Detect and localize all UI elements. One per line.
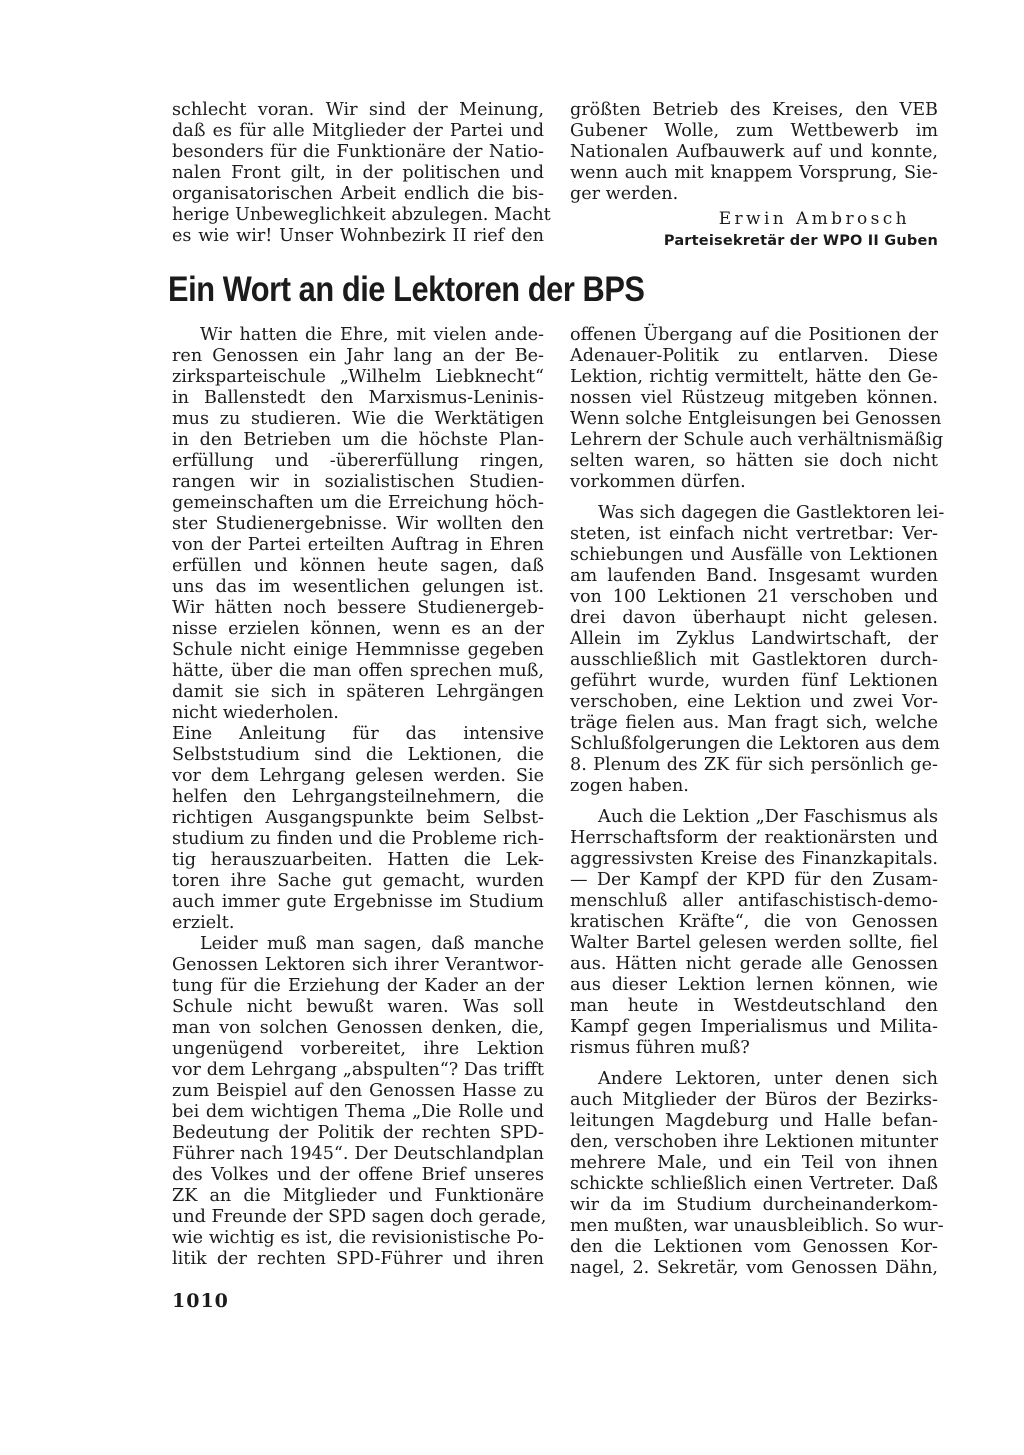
text-line: Leider muß man sagen, daß manche (200, 934, 544, 954)
text-line: richtigen Ausgangspunkte beim Selbst- (172, 808, 544, 828)
text-line: uns das im wesentlichen gelungen ist. (172, 577, 544, 597)
text-line: Wenn solche Entgleisungen bei Genossen (570, 409, 942, 429)
text-line: toren ihre Sache gut gemacht, wurden (172, 871, 544, 891)
text-line: ster Studienergebnisse. Wir wollten den (172, 514, 544, 534)
text-line: Wir hatten die Ehre, mit vielen ande- (200, 325, 544, 345)
text-line: geführt wurde, wurden fünf Lektionen (570, 671, 938, 691)
text-line: besonders für die Funktionäre der Natio- (172, 142, 544, 162)
text-line: Was sich dagegen die Gastlektoren lei- (598, 503, 945, 523)
text-line: Walter Bartel gelesen werden sollte, fiel (570, 933, 938, 953)
text-line: drei davon überhaupt nicht gelesen. (570, 608, 938, 628)
text-line: zum Beispiel auf den Genossen Hasse zu (172, 1081, 544, 1101)
text-line: Lehrern der Schule auch verhältnismäßig (570, 430, 944, 450)
text-line: ger werden. (570, 184, 679, 204)
text-line: Gubener Wolle, zum Wettbewerb im (570, 121, 938, 141)
text-line: kratischen Kräfte“, die von Genossen (570, 912, 938, 932)
text-line: träge fielen aus. Man fragt sich, welche (570, 713, 938, 733)
text-line: daß es für alle Mitglieder der Partei und (172, 121, 544, 141)
text-line: erfüllen und können heute sagen, daß (172, 556, 544, 576)
text-line: Andere Lektoren, unter denen sich (598, 1069, 938, 1089)
text-line: schiebungen und Ausfälle von Lektionen (570, 545, 938, 565)
text-line: tung für die Erziehung der Kader an der (172, 976, 544, 996)
text-line: nalen Front gilt, in der politischen und (172, 163, 544, 183)
top-right-column (570, 100, 938, 252)
text-line: aus dieser Lektion lernen können, wie (570, 975, 938, 995)
text-line: Auch die Lektion „Der Faschismus als (598, 807, 938, 827)
text-line: ungenügend vorbereitet, ihre Lektion (172, 1039, 544, 1059)
text-line: bei dem wichtigen Thema „Die Rolle und (172, 1102, 544, 1122)
text-line: schickte schließlich einen Vertreter. Daß (570, 1174, 938, 1194)
text-line: mehrere Male, und ein Teil von ihnen (570, 1153, 938, 1173)
text-line: in den Betrieben um die höchste Plan- (172, 430, 544, 450)
text-line: mus zu studieren. Wie die Werktätigen (172, 409, 544, 429)
paragraph (172, 100, 551, 247)
text-line: erfüllung und -übererfüllung ringen, (172, 451, 544, 471)
text-line: am laufenden Band. Insgesamt wurden (570, 566, 938, 586)
text-line: erzielt. (172, 913, 235, 933)
text-line: den, verschoben ihre Lektionen mitunter (570, 1132, 938, 1152)
text-line: Adenauer-Politik zu entlarven. Diese (570, 346, 938, 366)
text-line: ren Genossen ein Jahr lang an der Be- (172, 346, 544, 366)
text-line: rismus führen muß? (570, 1038, 750, 1058)
paragraph (570, 503, 945, 797)
text-line: vorkommen dürfen. (570, 472, 746, 492)
text-line: Wir hätten noch bessere Studienergeb- (172, 598, 544, 618)
text-line: von der Partei erteilten Auftrag in Ehren (172, 535, 544, 555)
text-line: menschluß aller antifaschistisch-demo- (570, 891, 938, 911)
text-line: ausschließlich mit Gastlektoren durch- (570, 650, 938, 670)
text-line: wir da im Studium durcheinanderkom- (570, 1195, 938, 1215)
signature-role: Parteisekretär der WPO II Guben (663, 233, 938, 249)
text-line: zirksparteischule „Wilhelm Liebknecht“ (172, 367, 544, 387)
text-line: Schlußfolgerungen die Lektoren aus dem (570, 734, 940, 754)
text-line: Schule nicht bewußt waren. Was soll (172, 997, 544, 1017)
text-line: Kampf gegen Imperialismus und Milita- (570, 1017, 938, 1037)
text-line: ZK an die Mitglieder und Funktionäre (172, 1186, 544, 1206)
text-line: hätte, über die man offen sprechen muß, (172, 661, 544, 681)
text-line: man von solchen Genossen denken, die, (172, 1018, 544, 1038)
article-headline: Ein Wort an die Lektoren der BPS (168, 270, 645, 309)
paragraph (172, 934, 547, 1270)
text-line: Schule nicht einige Hemmnisse gegeben (172, 640, 544, 660)
text-line: verschoben, eine Lektion und zwei Vor- (570, 692, 938, 712)
text-line: wie wichtig es ist, die revisionistische Po- (172, 1228, 544, 1248)
text-line: es wie wir! Unser Wohnbezirk II rief den (172, 226, 544, 246)
paragraph (570, 1069, 944, 1279)
text-line: selten waren, so hätten sie doch nicht (570, 451, 938, 471)
text-line: damit sie sich in späteren Lehrgängen (172, 682, 544, 702)
text-line: Nationalen Aufbauwerk auf und konnte, (570, 142, 938, 162)
text-line: gemeinschaften um die Erreichung höch- (172, 493, 544, 513)
text-line: rangen wir in sozialistischen Studien- (172, 472, 544, 492)
paragraph (172, 325, 544, 724)
text-line: Selbststudium sind die Lektionen, die (172, 745, 544, 765)
signature-name: Erwin Ambrosch (718, 209, 910, 229)
text-line: nossen viel Rüstzeug mitgeben können. (570, 388, 938, 408)
text-line: aus. Hätten nicht gerade alle Genossen (570, 954, 938, 974)
text-line: des Volkes und der offene Brief unseres (172, 1165, 544, 1185)
text-line: offenen Übergang auf die Positionen der (570, 325, 938, 345)
text-line: nagel, 2. Sekretär, vom Genossen Dähn, (570, 1258, 938, 1278)
text-line: herige Unbeweglichkeit abzulegen. Macht (172, 205, 551, 225)
text-line: nicht wiederholen. (172, 703, 339, 723)
text-line: litik der rechten SPD-Führer und ihren (172, 1249, 544, 1269)
main-left-column (172, 325, 547, 1270)
text-line: Lektion, richtig vermittelt, hätte den Ge- (570, 367, 938, 387)
text-line: Herrschaftsform der reaktionärsten und (570, 828, 938, 848)
text-line: man heute in Westdeutschland den (570, 996, 938, 1016)
text-line: aggressivsten Kreise des Finanzkapitals. (570, 849, 938, 869)
text-line: nisse erzielen können, wenn es an der (172, 619, 544, 639)
paragraph-gap (570, 493, 938, 503)
text-line: zogen haben. (570, 776, 689, 796)
text-line: vor dem Lehrgang „abspulten“? Das trifft (172, 1060, 544, 1080)
text-line: 8. Plenum des ZK für sich persönlich ge- (570, 755, 938, 775)
text-line: leitungen Magdeburg und Halle befan- (570, 1111, 938, 1131)
text-line: und Freunde der SPD sagen doch gerade, (172, 1207, 547, 1227)
text-line: organisatorischen Arbeit endlich die bis- (172, 184, 544, 204)
text-line: helfen den Lehrgangsteilnehmern, die (172, 787, 544, 807)
text-line: wenn auch mit knappem Vorsprung, Sie- (570, 163, 938, 183)
paragraph (172, 724, 544, 934)
paragraph-gap (570, 797, 938, 807)
text-line: schlecht voran. Wir sind der Meinung, (172, 100, 544, 120)
main-right-column (570, 325, 945, 1279)
text-line: größten Betrieb des Kreises, den VEB (570, 100, 938, 120)
text-line: Führer nach 1945“. Der Deutschlandplan (172, 1144, 544, 1164)
text-line: den die Lektionen vom Genossen Kor- (570, 1237, 938, 1257)
text-line: auch immer gute Ergebnisse im Studium (172, 892, 544, 912)
text-line: auch Mitglieder der Büros der Bezirks- (570, 1090, 938, 1110)
text-line: Eine Anleitung für das intensive (172, 724, 544, 744)
paragraph (570, 325, 944, 493)
text-line: tig herauszuarbeiten. Hatten die Lek- (172, 850, 544, 870)
text-line: von 100 Lektionen 21 verschoben und (570, 587, 938, 607)
text-line: Genossen Lektoren sich ihrer Verantwor- (172, 955, 544, 975)
paragraph-gap (570, 1059, 938, 1069)
top-left-column (172, 100, 551, 247)
paragraph (570, 807, 938, 1059)
text-line: vor dem Lehrgang gelesen werden. Sie (172, 766, 544, 786)
text-line: in Ballenstedt den Marxismus-Leninis- (172, 388, 544, 408)
text-line: studium zu finden und die Probleme rich- (172, 829, 544, 849)
text-line: — Der Kampf der KPD für den Zusam- (570, 870, 938, 890)
text-line: steten, ist einfach nicht vertretbar: Ver- (570, 524, 938, 544)
page-number: 1010 (172, 1290, 229, 1312)
text-line: men mußten, war unausbleiblich. So wur- (570, 1216, 944, 1236)
text-line: Allein im Zyklus Landwirtschaft, der (570, 629, 938, 649)
paragraph (570, 100, 938, 205)
text-line: Bedeutung der Politik der rechten SPD- (172, 1123, 544, 1143)
